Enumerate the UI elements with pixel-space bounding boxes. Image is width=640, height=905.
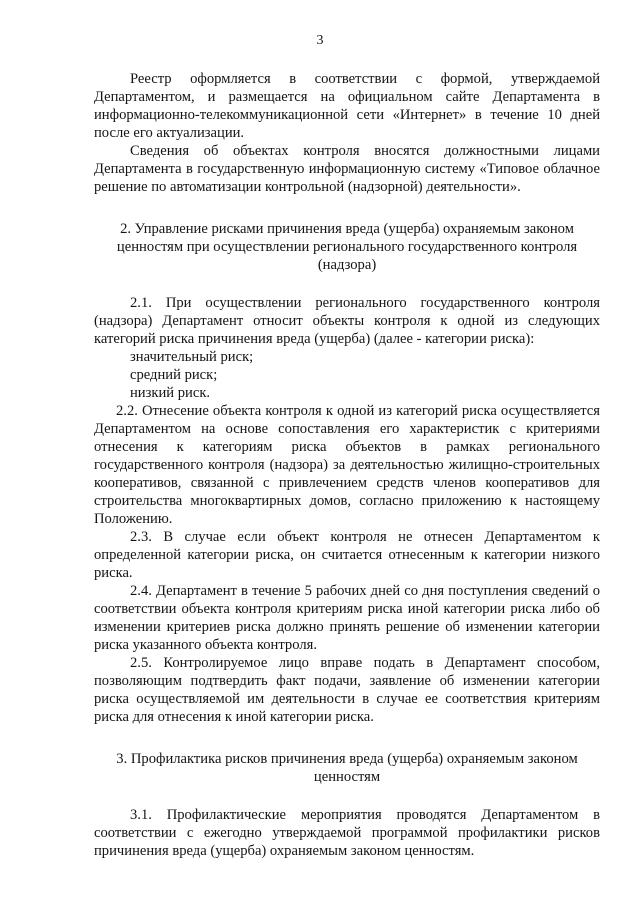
risk-category-low: низкий риск. bbox=[130, 385, 211, 401]
risk-category-significant: значительный риск; bbox=[130, 349, 254, 365]
paragraph-2-5: 2.5. Контролируемое лицо вправе подать в Департамент способом, позволяющим подтвердить факт подачи, заявление об изменении категории риска осуществляемой им деятельности в случае ее соответствия критериям риска для отнесения к иной категории риска. bbox=[94, 655, 600, 725]
document-body bbox=[94, 70, 600, 860]
paragraph-registry: Реестр оформляется в соответствии с формой, утверждаемой Департаментом, и размещается на официальном сайте Департамента в информационно-телекоммуникационной сети «Интернет» в течение 10 дней после его актуализации. bbox=[94, 71, 600, 141]
paragraph-information-system: Сведения об объектах контроля вносятся должностными лицами Департамента в государственную информационную систему «Типовое облачное решение по автоматизации контрольной (надзорной) деятельности». bbox=[94, 143, 600, 195]
risk-category-medium: средний риск; bbox=[130, 367, 218, 383]
paragraph-2-2: 2.2. Отнесение объекта контроля к одной из категорий риска осуществляется Департаментом на основе сопоставления его характеристик с критериями отнесения к категориям риска объектов в рамках регионального государственного контроля (надзора) за деятельностью жилищно-строительных кооперативов, связанной с привлечением средств членов кооперативов для строительства многоквартирных домов, согласно приложению к настоящему Положению. bbox=[94, 403, 600, 527]
section-heading-3: 3. Профилактика рисков причинения вреда (ущерба) охраняемым законом ценностям bbox=[116, 751, 578, 785]
paragraph-2-1: 2.1. При осуществлении регионального государственного контроля (надзора) Департамент относит объекты контроля к одной из следующих категорий риска причинения вреда (ущерба) (далее - категории риска): bbox=[94, 295, 600, 347]
paragraph-2-3: 2.3. В случае если объект контроля не отнесен Департаментом к определенной категории риска, он считается отнесенным к категории низкого риска. bbox=[94, 529, 600, 581]
paragraph-3-1: 3.1. Профилактические мероприятия проводятся Департаментом в соответствии с ежегодно утверждаемой программой профилактики рисков причинения вреда (ущерба) охраняемым законом ценностям. bbox=[94, 807, 600, 859]
page-number: 3 bbox=[316, 33, 324, 48]
section-heading-2: 2. Управление рисками причинения вреда (ущерба) охраняемым законом ценностям при осуществлении регионального государственного контроля (надзора) bbox=[116, 221, 578, 273]
paragraph-2-4: 2.4. Департамент в течение 5 рабочих дней со дня поступления сведений о соответствии объекта контроля критериям риска иной категории риска либо об изменении критериев риска должно принять решение об изменении категории риска указанного объекта контроля. bbox=[94, 583, 600, 653]
